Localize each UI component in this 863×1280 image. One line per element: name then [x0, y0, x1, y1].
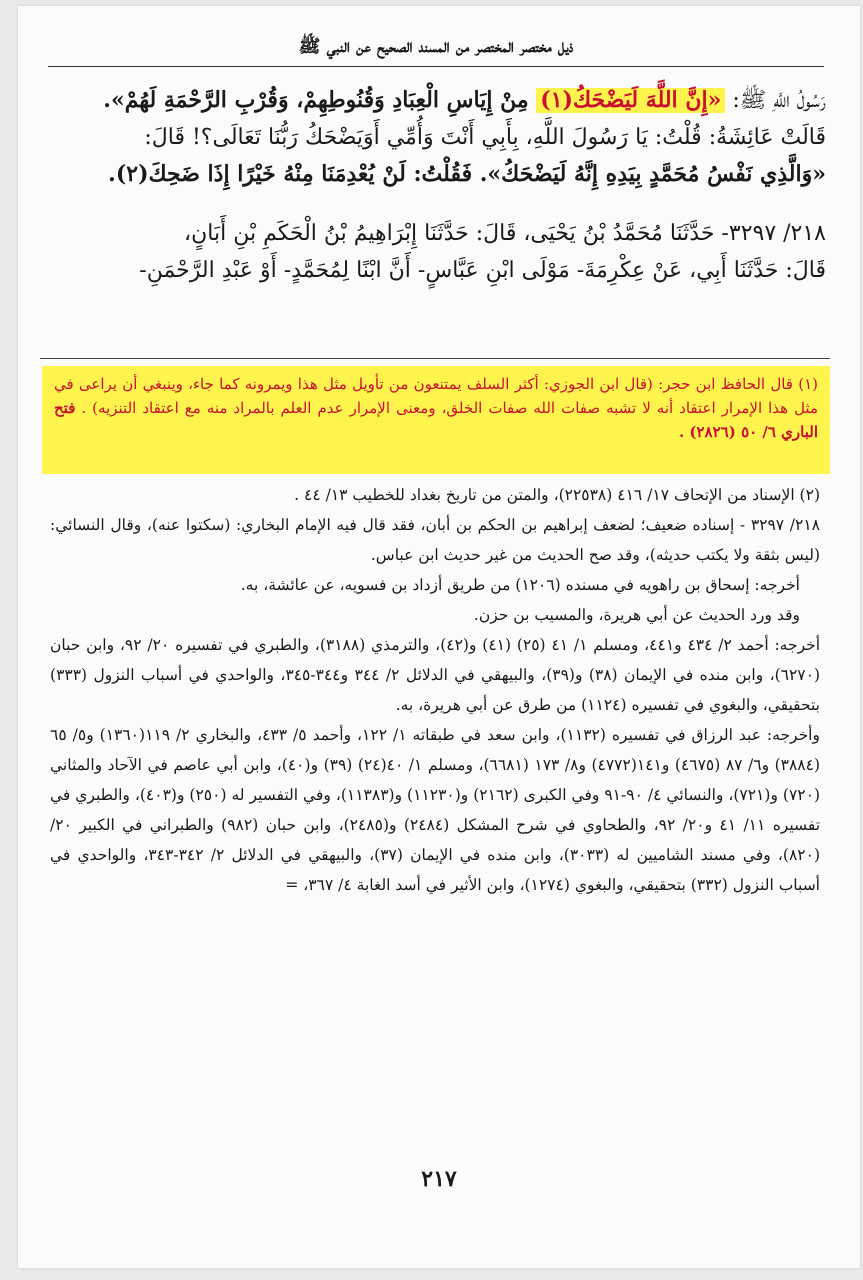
- footnote-separator: [40, 358, 830, 359]
- highlighted-phrase: «إِنَّ اللَّهَ لَيَضْحَكُ(١): [536, 88, 725, 113]
- footnote: ٢١٨/ ٣٢٩٧ - إسناده ضعيف؛ لضعف إبراهيم بن الحكم بن أبان، فقد قال فيه الإمام البخاري: (سكتوا عنه)، وقال النسائي: (ليس بثقة ولا يكتب حديثه)، وقد صح الحديث من غير حديث ابن عباس.: [50, 516, 820, 564]
- book-page: [18, 6, 860, 1268]
- main-line: ٢١٨/ ٣٢٩٧- حَدَّثَنَا مُحَمَّدُ بْنُ يَحْيَى، قَالَ: حَدَّثَنَا إِبْرَاهِيمُ بْنُ الْحَكَمِ بْنِ أَبَانٍ،: [184, 221, 826, 246]
- main-line: رَسُولُ اللَّهِ ﷺ: «إِنَّ اللَّهَ لَيَضْحَكُ(١) مِنْ إِيَاسِ الْعِبَادِ وَقُنُوطِهِمْ، وَقُرْبِ الرَّحْمَةِ لَهُمْ».: [103, 87, 826, 113]
- highlighted-footnote: (١) قال الحافظ ابن حجر: (قال ابن الجوزي: أكثر السلف يمتنعون من تأويل مثل هذا ويمرونه كما جاء، وينبغي أن يراعى في مثل هذا الإمرار اعتقاد أنه لا تشبه صفات الله صفات الخلق، ومعنى الإمرار عدم العلم بالمراد منه مع اعتقاد التنزيه) . فتح الباري ٦/ ٥٠ (٢٨٢٦) .: [42, 366, 830, 474]
- main-line: «وَالَّذِي نَفْسُ مُحَمَّدٍ بِيَدِهِ إِنَّهُ لَيَضْحَكُ». فَقُلْتُ: لَنْ يُعْدِمَنَا مِنْهُ خَيْرًا إِذَا ضَحِكَ(٢).: [108, 161, 826, 187]
- main-line: قَالَتْ عَائِشَةُ: قُلْتُ: يَا رَسُولَ اللَّهِ، بِأَبِي أَنْتَ وَأُمِّي أَوَيَضْحَكُ رَبُّنَا تَعَالَى؟! قَالَ:: [144, 125, 826, 150]
- footnote: (٢) الإسناد من الإتحاف ١٧/ ٤١٦ (٢٢٥٣٨)، والمتن من تاريخ بغداد للخطيب ١٣/ ٤٤ .: [294, 486, 820, 504]
- main-line: قَالَ: حَدَّثَنَا أَبِي، عَنْ عِكْرِمَةَ- مَوْلَى ابْنِ عَبَّاسٍ- أَنَّ ابْنًا لِمُحَمَّدٍ- أَوْ عَبْدِ الرَّحْمَنِ-: [139, 258, 826, 283]
- footnote-source: فتح الباري ٦/ ٥٠ (٢٨٢٦) .: [54, 399, 818, 441]
- footnote: وقد ورد الحديث عن أبي هريرة، والمسيب بن حزن.: [473, 606, 800, 624]
- running-header: ذيل مختصر المختصر من المسند الصحيح عن النبي ﷺ: [48, 28, 824, 67]
- footnote: أخرجه: أحمد ٢/ ٤٣٤ و٤٤١، ومسلم ١/ ٤١ (٢٥) (٤١) و(٤٢)، والترمذي (٣١٨٨)، والطبري في تفسيره ٢٠/ ٩٢، وابن حبان (٦٢٧٠)، وابن منده في الإيمان (٣٨) و(٣٩)، والبيهقي في الدلائل ٢/ ٣٤٤ و٣٤٤-٣٤٥، والواحدي في أسباب النزول (٣٣٣) بتحقيقي، والبغوي في تفسيره (١١٢٤) من طرق عن أبي هريرة، به.: [50, 636, 821, 714]
- footnote: وأخرجه: عبد الرزاق في تفسيره (١١٣٢)، وابن سعد في طبقاته ١/ ١٢٢، وأحمد ٥/ ٤٣٣، والبخاري ٢/ ١١٩(١٣٦٠) و٥/ ٦٥ (٣٨٨٤) و٦/ ٨٧ (٤٦٧٥) و١٤١(٤٧٧٢) و٨/ ١٧٣ (٦٦٨١)، ومسلم ١/ ٤٠(٢٤) (٣٩) و(٤٠)، وابن أبي عاصم في الآحاد والمثاني (٧٢٠) و(٧٢١)، والنسائي ٤/ ٩٠-٩١ وفي الكبرى (٢١٦٢) و(١١٢٣٠) و(١١٣٨٣)، وفي التفسير له (٢٥٠) و(٤٠٣)، والطبري في تفسيره ١١/ ٤١ و٢٠/ ٩٢، والطحاوي في شرح المشكل (٢٤٨٤) و(٢٤٨٥)، وابن حبان (٩٨٢) والطبراني في الكبير ٢٠/ (٨٢٠)، وفي مسند الشاميين له (٣٠٣٣)، وابن منده في الإيمان (٣٧)، والبيهقي في الدلائل ٢/ ٣٤٢-٣٤٣، والواحدي في أسباب النزول (٣٣٢) بتحقيقي، والبغوي (١٢٧٤)، وابن الأثير في أسد الغابة ٤/ ٣٦٧، =: [50, 726, 821, 894]
- page-number: ٢١٧: [421, 1166, 457, 1192]
- footnote: أخرجه: إسحاق بن راهويه في مسنده (١٢٠٦) من طريق أزداد بن فسويه، عن عائشة، به.: [240, 576, 800, 594]
- main-text: [44, 82, 826, 289]
- footnotes: [50, 480, 820, 900]
